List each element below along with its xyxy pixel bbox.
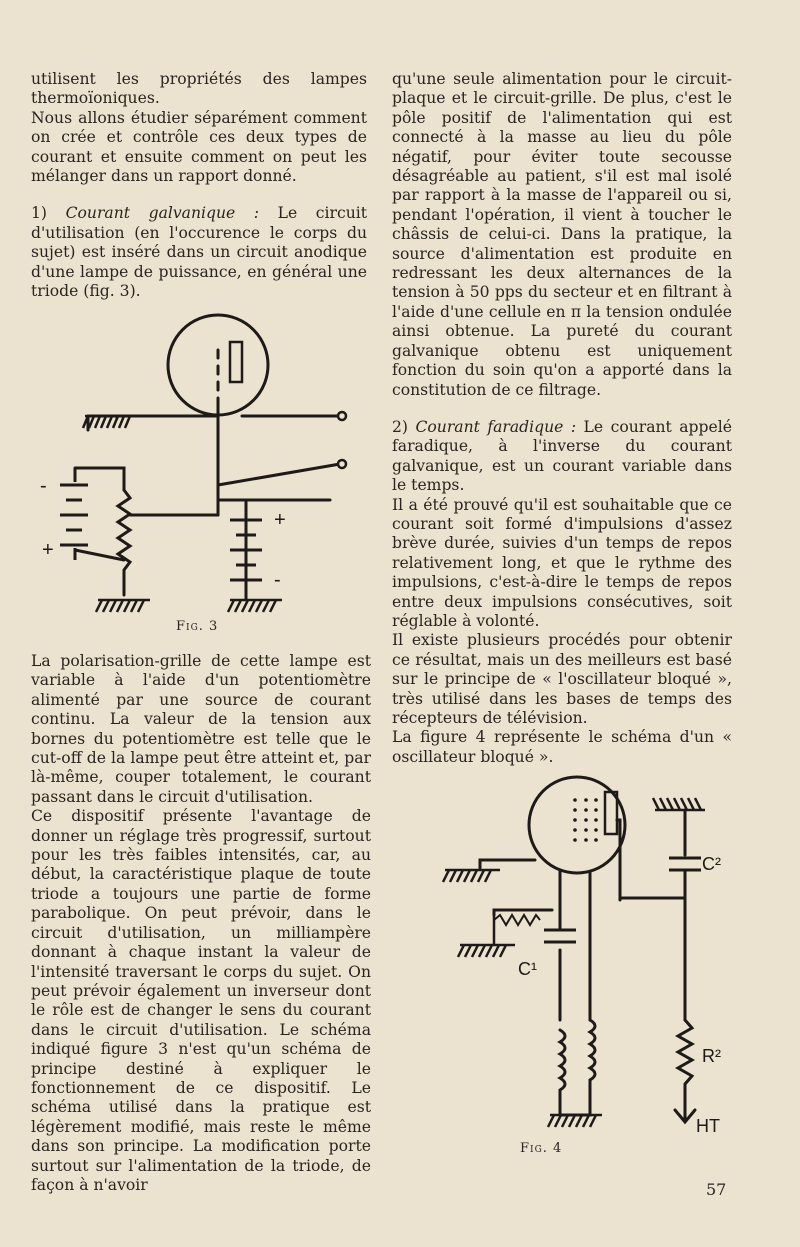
- figure-4-caption: Fig. 4: [520, 1141, 563, 1156]
- inductor-right: [590, 1020, 595, 1080]
- ground-symbol: [458, 910, 515, 957]
- section-title: Courant galvanique :: [65, 204, 260, 223]
- output-terminal: [338, 412, 346, 420]
- left-column-top: [31, 70, 367, 301]
- ground-symbol: [83, 416, 140, 428]
- ground-symbol: [653, 798, 705, 810]
- ground-symbol: [228, 600, 282, 612]
- r2-label: R²: [702, 1046, 721, 1066]
- ground-symbol: [548, 1115, 602, 1127]
- plate: [230, 342, 242, 382]
- output-terminal: [338, 460, 346, 468]
- paragraph: qu'une seule alimentation pour le circuit-plaque et le circuit-grille. De plus, c'est le pôle positif de l'alimentation qui est connecté à la masse au lieu du pôle négatif, pour éviter toute secousse désagréable au patient, s'il est mal isolé par rapport à la masse de l'appareil ou si, pendant l'opération, il vient à toucher le châssis de celui-ci. Dans la pratique, la source d'alimentation est produite en redressant les deux alternances de la tension à 50 pps du secteur et en filtrant à l'aide d'une cellule en π la tension ondulée ainsi obtenue. La pureté du courant galvanique obtenu est uniquement fonction du soin qu'on a apporté dans la constitution de ce filtrage.: [392, 70, 732, 399]
- section-number: 1): [31, 204, 48, 223]
- resistor-r2: [678, 1020, 692, 1120]
- resistor: [494, 915, 540, 925]
- figure-3-caption: Fig. 3: [176, 619, 219, 634]
- c1-label: C¹: [518, 959, 537, 979]
- inductor-left: [560, 1030, 565, 1115]
- ground-symbol: [443, 870, 500, 882]
- capacitor-c2: [669, 858, 701, 898]
- section-body: Le courant appelé faradique, à l'inverse du courant galvanique, est un courant variable dans le temps.: [392, 417, 732, 495]
- ht-label: HT: [696, 1116, 720, 1136]
- c2-label: C²: [702, 854, 721, 874]
- paragraph: Il a été prouvé qu'il est souhaitable que ce courant soit formé d'impulsions d'assez brève durée, suivies d'un temps de repos relativement long, et que le rythme des impulsions, c'est-à-dire le temps de repos entre deux impulsions consécutives, soit réglable à volonté.: [392, 495, 732, 630]
- section-faradique: [392, 418, 732, 496]
- section-number: 2): [392, 417, 409, 436]
- paragraph: Il existe plusieurs procédés pour obtenir ce résultat, mais un des meilleurs est basé sur le principe de « l'oscillateur bloqué », très utilisé dans les bases de temps des récepteurs de télévision.: [392, 631, 732, 727]
- polarity-label: -: [274, 569, 281, 591]
- paragraph: Ce dispositif présente l'avantage de donner un réglage très progressif, surtout pour les très faibles intensités, car, au début, la caractéristique plaque de toute triode a toujours une partie de forme parabolique. On peut prévoir, dans le circuit d'utilisation, un milliampère donnant à chaque instant la valeur de l'intensité traversant le corps du sujet. On peut prévoir également un inverseur dont le rôle est de changer le sens du courant dans le circuit d'utilisation. Le schéma indiqué figure 3 n'est qu'un schéma de principe destiné à expliquer le fonctionnement de ce dispositif. Le schéma utilisé dans la pratique est légèrement modifié, mais reste le même dans son principe. La modification porte surtout sur l'alimentation de la triode, de façon à n'avoir: [31, 807, 371, 1194]
- polarity-label: +: [274, 509, 286, 531]
- paragraph: La polarisation-grille de cette lampe est variable à l'aide d'un potentiomètre alimenté par une source de courant continu. La valeur de la tension aux bornes du potentiomètre est telle que le cut-off de la lampe peut être atteint et, par là-même, couper totalement, le courant passant dans le circuit d'utilisation.: [31, 652, 371, 806]
- section-galvanique: [31, 204, 367, 301]
- polarity-label: -: [40, 475, 47, 497]
- figure-3-diagram: [30, 310, 370, 625]
- section-title: Courant faradique :: [415, 417, 577, 436]
- paragraph: Nous allons étudier séparément comment on crée et contrôle ces deux types de courant et ensuite comment on peut les mélanger dans un rapport donné.: [31, 108, 367, 186]
- left-battery: [60, 468, 88, 560]
- ground-symbol: [96, 600, 150, 612]
- right-column: [392, 70, 732, 767]
- paragraph: La figure 4 représente le schéma d'un « oscillateur bloqué ».: [392, 728, 732, 766]
- capacitor-c1: [544, 930, 576, 942]
- polarity-label: +: [42, 539, 54, 561]
- paragraph: utilisent les propriétés des lampes thermoïoniques.: [31, 70, 367, 108]
- page-number: 57: [706, 1180, 727, 1199]
- left-column-bottom: [31, 652, 371, 1195]
- figure-4-diagram: [440, 770, 740, 1140]
- section-body: Le circuit d'utilisation (en l'occurence le corps du sujet) est inséré dans un circuit anodique d'une lampe de puissance, en général une triode (fig. 3).: [31, 204, 367, 301]
